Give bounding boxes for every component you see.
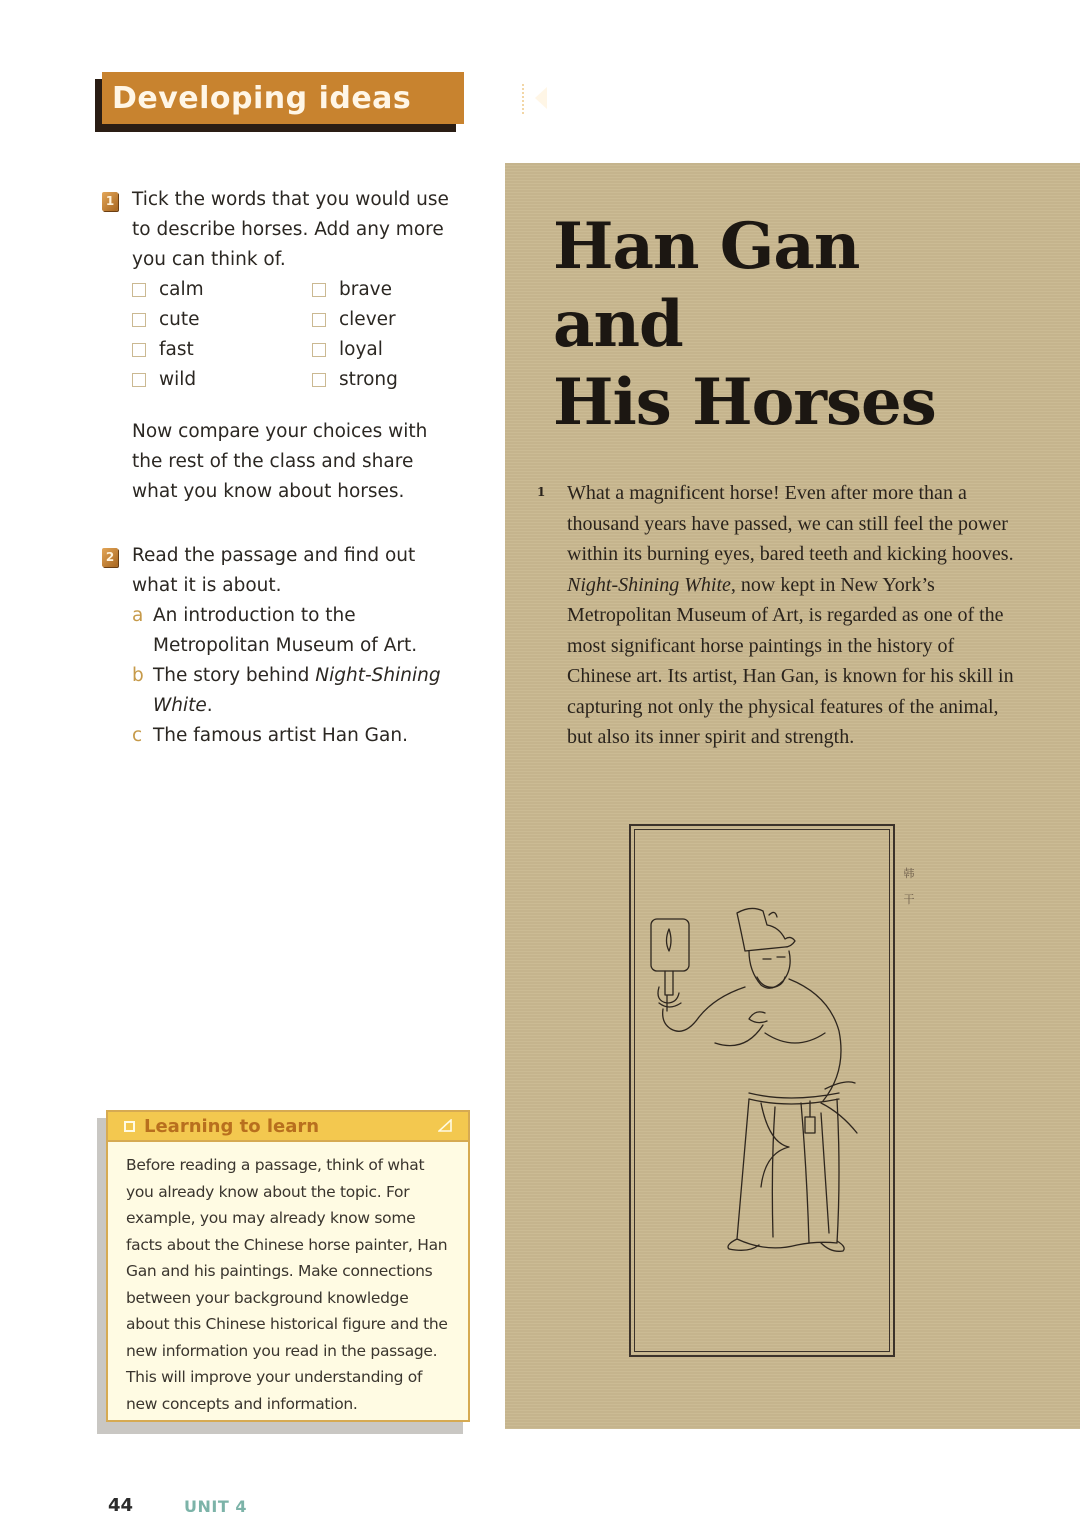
title-line: His Horses xyxy=(553,365,936,440)
option-text: An introduction to the Metropolitan Museum of Art. xyxy=(153,605,418,656)
option-letter: a xyxy=(132,605,144,626)
word-option[interactable]: fast xyxy=(132,335,312,365)
answer-options xyxy=(132,601,480,751)
raised-hand xyxy=(749,1012,767,1023)
checkbox[interactable] xyxy=(132,343,146,357)
robe-folds xyxy=(761,1103,829,1243)
title-line: Han Gan xyxy=(553,209,860,284)
word-option[interactable]: clever xyxy=(312,305,472,335)
learning-to-learn-box xyxy=(106,1110,470,1422)
option-text: The story behind Night-Shining White. xyxy=(153,665,441,716)
exercise-number-badge: 2 xyxy=(102,548,118,567)
exercise-1-instruction: Tick the words that you would use to describe horses. Add any more you can think of. xyxy=(132,189,449,270)
eyes xyxy=(763,957,785,959)
word-option[interactable]: strong xyxy=(312,365,472,395)
checkbox[interactable] xyxy=(132,373,146,387)
word-option[interactable]: wild xyxy=(132,365,312,395)
exercise-2-instruction: Read the passage and find out what it is about. xyxy=(132,545,416,596)
word-option[interactable]: brave xyxy=(312,275,472,305)
title-line: and xyxy=(553,287,683,362)
checkbox[interactable] xyxy=(132,283,146,297)
banner-separator xyxy=(522,84,524,114)
exercise-2 xyxy=(100,541,480,751)
section-banner xyxy=(102,72,464,124)
checkbox[interactable] xyxy=(312,373,326,387)
lamp-stand xyxy=(659,971,681,1011)
checkbox[interactable] xyxy=(312,313,326,327)
checkbox[interactable] xyxy=(312,343,326,357)
exercise-1 xyxy=(100,185,480,507)
paragraph-number: 1 xyxy=(537,485,546,499)
triangle-corner-icon xyxy=(438,1119,452,1132)
pendant xyxy=(805,1117,815,1133)
exercises-column xyxy=(100,185,480,751)
triangle-left-icon xyxy=(535,87,547,109)
word-option[interactable]: cute xyxy=(132,305,312,335)
answer-option-b[interactable] xyxy=(132,661,480,721)
exercise-number-badge: 1 xyxy=(102,192,118,211)
robe-lower xyxy=(737,1099,839,1248)
checkbox[interactable] xyxy=(312,283,326,297)
hat xyxy=(737,908,795,951)
checkbox[interactable] xyxy=(132,313,146,327)
learning-box-text: Before reading a passage, think of what you already know about the topic. For example, you may already know some facts about the Chinese horse painter, Han Gan and his paintings. Make connections between your background knowledge about this Chinese historical figure and the new information you read in the passage. This will improve your understanding of new concepts and information. xyxy=(126,1156,448,1413)
answer-option-c[interactable] xyxy=(132,721,480,751)
sleeve xyxy=(715,1025,825,1046)
word-option[interactable]: calm xyxy=(132,275,312,305)
article-paragraph: What a magnificent horse! Even after more than a thousand years have passed, we can still feel the power within its burning eyes, bared teeth and kicking hooves. Night-Shining White, now kept in New York’s Metropolitan Museum of Art, is regarded as one of the most significant horse paintings in the history of Chinese art. Its artist, Han Gan, is known for his skill in capturing not only the physical features of the animal, but also its inner spirit and strength. xyxy=(567,482,1014,748)
option-text: The famous artist Han Gan. xyxy=(153,725,408,746)
option-letter: b xyxy=(132,665,144,686)
article-title xyxy=(553,208,936,442)
word-option[interactable]: loyal xyxy=(312,335,472,365)
illustration-caption: 韩 干 xyxy=(903,867,915,906)
section-title: Developing ideas xyxy=(112,80,412,116)
learning-box-header xyxy=(108,1112,468,1142)
word-checklist xyxy=(132,275,480,395)
robe-upper xyxy=(663,987,745,1031)
robe-right-shoulder xyxy=(789,979,841,1101)
square-icon xyxy=(124,1121,135,1132)
answer-option-a[interactable] xyxy=(132,601,480,661)
learning-box-title: Learning to learn xyxy=(144,1115,320,1137)
exercise-1-follow-up: Now compare your choices with the rest of the class and share what you know about horses. xyxy=(132,421,428,502)
lamp-flame xyxy=(667,929,672,951)
han-gan-illustration xyxy=(645,903,885,1273)
belt-stick xyxy=(821,1082,857,1133)
article-panel xyxy=(505,163,1080,1429)
page-number: 44 xyxy=(108,1495,134,1516)
option-letter: c xyxy=(132,725,143,746)
unit-label: UNIT 4 xyxy=(184,1497,247,1516)
hat-ribbon xyxy=(769,912,777,917)
